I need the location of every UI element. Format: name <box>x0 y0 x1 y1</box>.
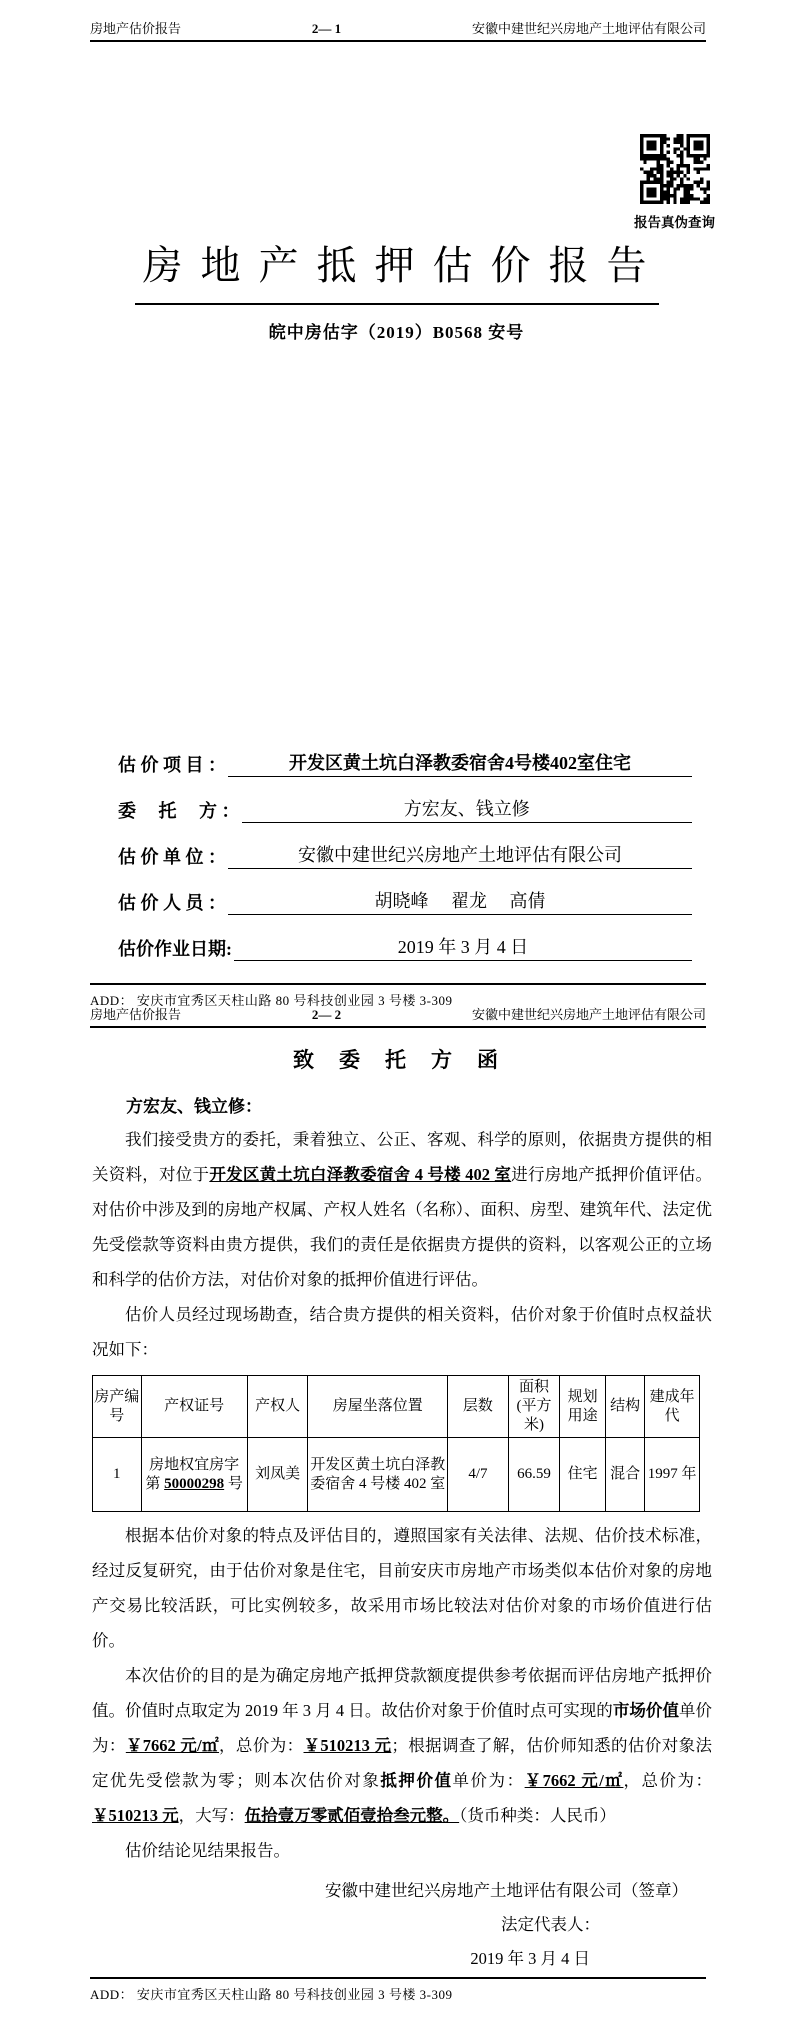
col-property-no: 房产编号 <box>93 1376 142 1438</box>
header-company-name: 安徽中建世纪兴房地产土地评估有限公司 <box>471 1007 706 1022</box>
cell-structure: 混合 <box>605 1438 644 1512</box>
paragraph-commission: 我们接受贵方的委托，秉着独立、公正、客观、科学的原则，依据贵方提供的相关资料，对位于开发区黄土坑白泽教委宿舍 4 号楼 402 室进行房地产抵押价值评估。对估价中涉及到的房地产权属、产权人姓名（名称）、面积、房型、建筑年代、法定优先受偿款等资料由贵方提供，我们的责任是依据贵方提供的资料，以客观公正的立场和科学的估价方法，对估价对象的抵押价值进行评估。 <box>92 1130 713 1289</box>
col-year-built: 建成年代 <box>645 1376 700 1438</box>
paragraph-survey: 估价人员经过现场勘查，结合贵方提供的相关资料，估价对象于价值时点权益状况如下： <box>92 1305 712 1359</box>
cell-area: 66.59 <box>508 1438 560 1512</box>
cell-planned-use: 住宅 <box>560 1438 606 1512</box>
table-row <box>93 1438 700 1512</box>
cover-fields <box>118 731 692 961</box>
field-label: 估 价 项 目 ： <box>118 755 226 775</box>
cell-owner: 刘凤美 <box>247 1438 308 1512</box>
col-floors: 层数 <box>448 1376 509 1438</box>
qr-code <box>640 133 710 205</box>
qr-code-image <box>640 133 710 205</box>
col-area: 面积(平方米) <box>508 1376 560 1438</box>
signature-date: 2019 年 3 月 4 日 <box>470 1949 590 1968</box>
footer-address: ADD： 安庆市宜秀区天柱山路 80 号科技创业园 3 号楼 3-309 <box>90 1987 453 2002</box>
col-planned-use: 规划用途 <box>560 1376 606 1438</box>
header-page-number: 2— 1 <box>311 21 342 36</box>
page1-header <box>90 18 706 42</box>
qr-caption: 报告真伪查询 <box>634 215 715 230</box>
field-value: 胡晓峰 翟龙 高倩 <box>228 887 692 915</box>
field-value: 方宏友、钱立修 <box>242 795 693 823</box>
page2-header <box>90 1004 706 1028</box>
col-cert-no: 产权证号 <box>141 1376 247 1438</box>
field-label: 估价作业日期: <box>118 939 232 959</box>
signature-legal-rep: 法定代表人： <box>501 1915 600 1934</box>
report-number: 皖中房估字（2019）B0568 安号 <box>268 323 525 342</box>
paragraph-valuation: 本次估价的目的是为确定房地产抵押贷款额度提供参考依据而评估房地产抵押价值。价值时点取定为 2019 年 3 月 4 日。故估价对象于价值时点可实现的市场价值单价为：￥7662 元/㎡，总价为：￥510213 元；根据调查了解，估价师知悉的估价对象法定优先受偿款为零；则本次估价对象抵押价值单价为：￥7662 元/㎡，总价为：￥510213 元，大写：伍拾壹万零贰佰壹拾叁元整。（货币种类：人民币） <box>92 1666 713 1825</box>
field-label: 估 价 人 员 ： <box>118 893 226 913</box>
field-label: 估 价 单 位 ： <box>118 847 226 867</box>
field-project <box>118 731 692 777</box>
paragraph-method: 根据本估价对象的特点及评估目的，遵照国家有关法律、法规、估价技术标准，经过反复研究，由于估价对象是住宅，目前安庆市房地产市场类似本估价对象的房地产交易比较活跃，可比实例较多，故采用市场比较法对估价对象的市场价值进行估价。 <box>92 1526 712 1650</box>
field-value: 2019 年 3 月 4 日 <box>234 933 692 961</box>
field-appraisers <box>118 869 692 915</box>
salutation: 方宏友、钱立修： <box>126 1097 262 1116</box>
page2-footer <box>90 1977 706 2003</box>
letter-body <box>92 1092 712 1976</box>
col-owner: 产权人 <box>247 1376 308 1438</box>
field-label: 委 托 方 ： <box>118 801 240 821</box>
field-value: 开发区黄土坑白泽教委宿舍4号楼402室住宅 <box>228 749 692 777</box>
col-location: 房屋坐落位置 <box>308 1376 448 1438</box>
field-value: 安徽中建世纪兴房地产土地评估有限公司 <box>228 841 692 869</box>
footer-address: ADD： 安庆市宜秀区天柱山路 80 号科技创业园 3 号楼 3-309 <box>90 993 453 1008</box>
field-agency <box>118 823 692 869</box>
cell-year-built: 1997 年 <box>645 1438 700 1512</box>
ownership-table <box>92 1375 700 1512</box>
header-doc-type: 房地产估价报告 <box>90 1007 182 1022</box>
cell-cert-no: 房地权宜房字第 50000298 号 <box>141 1438 247 1512</box>
paragraph-conclusion: 估价结论见结果报告。 <box>125 1841 290 1860</box>
field-client <box>118 777 692 823</box>
cell-property-no: 1 <box>93 1438 142 1512</box>
col-structure: 结构 <box>605 1376 644 1438</box>
header-company-name: 安徽中建世纪兴房地产土地评估有限公司 <box>471 21 706 36</box>
signature-company: 安徽中建世纪兴房地产土地评估有限公司（签章） <box>325 1881 688 1900</box>
field-work-date <box>118 915 692 961</box>
signature-block <box>92 1874 712 1976</box>
table-header-row <box>93 1376 700 1438</box>
report-title: 房 地 产 抵 押 估 价 报 告 <box>0 234 793 305</box>
cell-location: 开发区黄土坑白泽教委宿舍 4 号楼 402 室 <box>308 1438 448 1512</box>
header-page-number: 2— 2 <box>311 1007 342 1022</box>
cell-floors: 4/7 <box>448 1438 509 1512</box>
header-doc-type: 房地产估价报告 <box>90 21 182 36</box>
letter-title: 致 委 托 方 函 <box>293 1048 500 1072</box>
